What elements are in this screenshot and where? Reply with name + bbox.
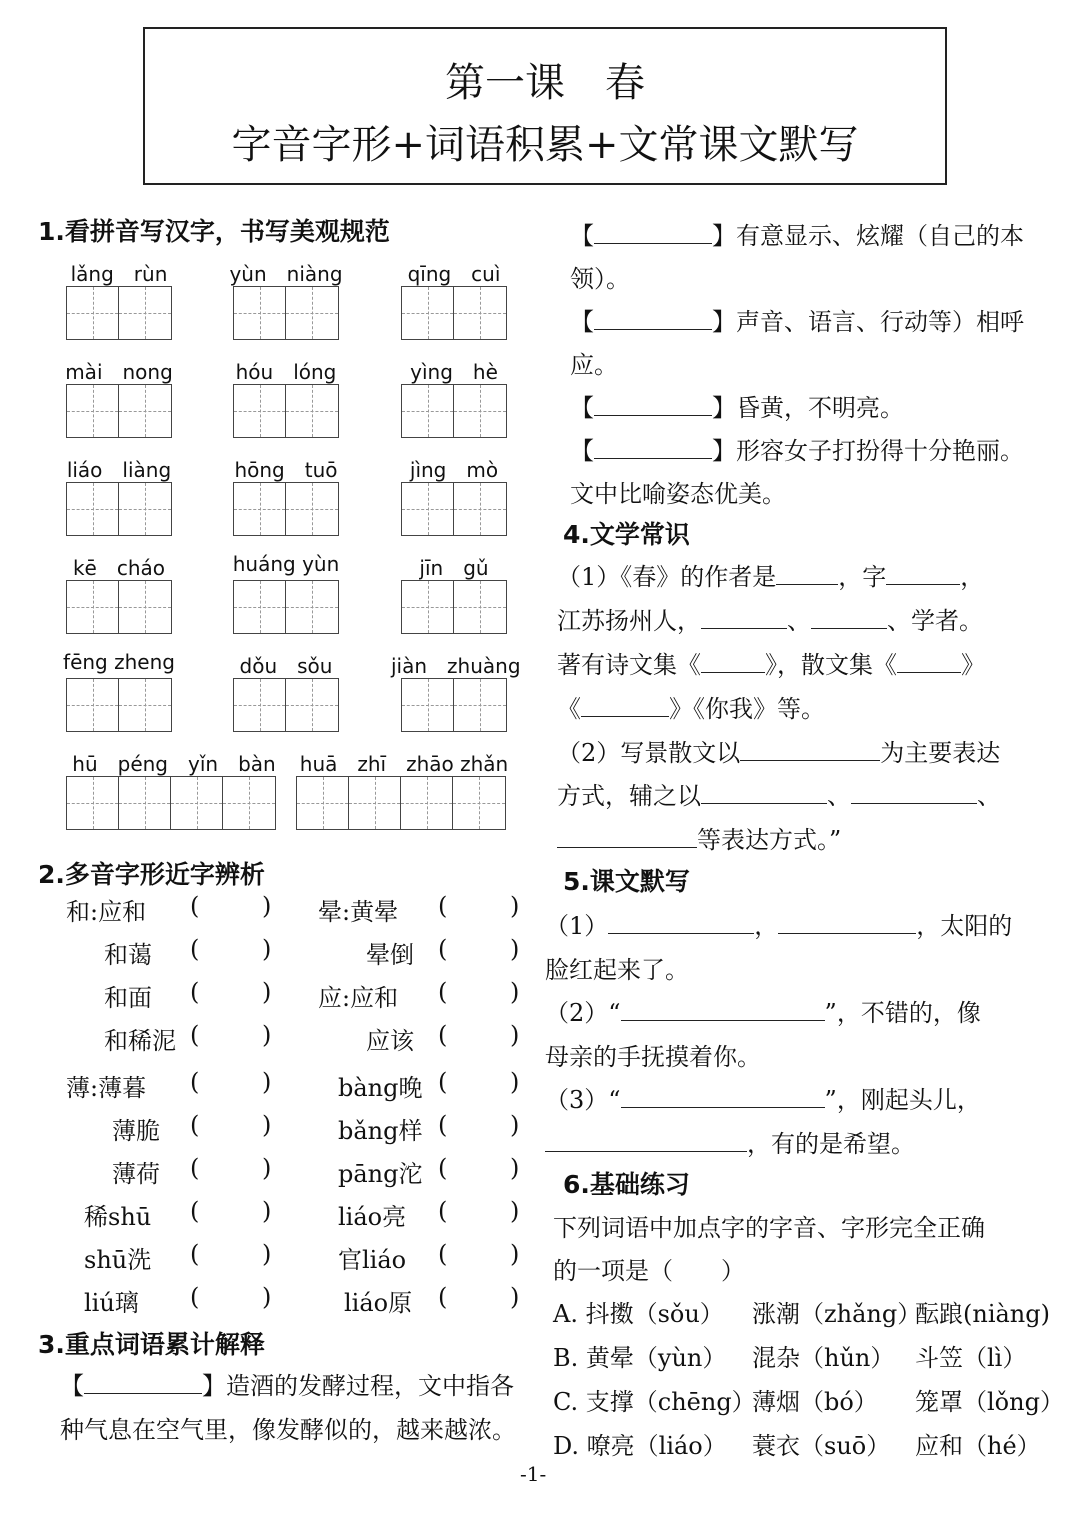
polyphone-item: 稀shū bbox=[84, 1203, 152, 1231]
pinyin-label: mài nong bbox=[65, 360, 173, 384]
literature-line-6: 方式，辅之以 、 、 bbox=[557, 776, 1001, 811]
pinyin-label: jìng mò bbox=[409, 458, 499, 482]
paren-close: ) bbox=[262, 1068, 272, 1096]
paren-open[interactable]: ( bbox=[190, 892, 200, 920]
bracket-open: 【 bbox=[60, 1372, 84, 1400]
answer-blank[interactable] bbox=[545, 1127, 747, 1152]
paren-open[interactable]: ( bbox=[438, 1111, 448, 1139]
term-definition-5: 【 】形容女子打扮得十分艳丽。 bbox=[570, 431, 1024, 466]
exercise-question-cont: 的一项是（ ） bbox=[553, 1257, 745, 1285]
grid-cell[interactable] bbox=[402, 581, 454, 633]
grid-cell[interactable] bbox=[286, 679, 338, 731]
exercise-question: 下列词语中加点字的字音、字形完全正确 bbox=[553, 1214, 985, 1242]
grid-cell[interactable] bbox=[234, 581, 286, 633]
answer-blank[interactable] bbox=[84, 1369, 202, 1394]
writing-grid[interactable] bbox=[66, 286, 172, 340]
pinyin-label: qīng cuì bbox=[407, 262, 501, 286]
paren-open[interactable]: ( bbox=[190, 1240, 200, 1268]
paren-open[interactable]: ( bbox=[190, 1021, 200, 1049]
answer-blank[interactable] bbox=[778, 909, 916, 934]
grid-cell[interactable] bbox=[234, 385, 286, 437]
section1-heading: 1.看拼音写汉字，书写美观规范 bbox=[38, 217, 390, 246]
paren-close: ) bbox=[510, 892, 520, 920]
answer-blank[interactable] bbox=[851, 779, 977, 804]
section5-heading: 5.课文默写 bbox=[563, 867, 690, 896]
polyphone-item: 晕倒 bbox=[366, 941, 414, 969]
term-definition-2: 【 】有意显示、炫耀（自己的本 bbox=[570, 216, 1024, 251]
writing-grid[interactable] bbox=[401, 384, 507, 438]
paren-open[interactable]: ( bbox=[438, 892, 448, 920]
writing-grid[interactable] bbox=[233, 482, 339, 536]
answer-blank[interactable] bbox=[701, 779, 827, 804]
paren-open[interactable]: ( bbox=[190, 1197, 200, 1225]
writing-grid[interactable] bbox=[233, 384, 339, 438]
recitation-line-2: 脸红起来了。 bbox=[545, 956, 689, 984]
section2-heading: 2.多音字形近字辨析 bbox=[38, 860, 265, 889]
grid-cell[interactable] bbox=[349, 777, 401, 829]
grid-cell[interactable] bbox=[67, 581, 119, 633]
writing-grid[interactable] bbox=[401, 286, 507, 340]
writing-grid[interactable] bbox=[401, 580, 507, 634]
grid-cell[interactable] bbox=[67, 679, 119, 731]
writing-grid[interactable] bbox=[66, 482, 172, 536]
recitation-line-3: （2）“ ”，不错的，像 bbox=[545, 993, 981, 1028]
grid-cell[interactable] bbox=[171, 777, 223, 829]
option-term: 蓑衣（suō） bbox=[752, 1432, 891, 1460]
grid-cell[interactable] bbox=[286, 287, 338, 339]
polyphone-item: liáo亮 bbox=[338, 1203, 407, 1231]
polyphone-item: bàng晚 bbox=[338, 1074, 423, 1102]
answer-blank[interactable] bbox=[557, 823, 697, 848]
answer-blank[interactable] bbox=[594, 391, 712, 416]
paren-open[interactable]: ( bbox=[190, 1111, 200, 1139]
option-term: 笼罩（lǒng） bbox=[915, 1388, 1064, 1416]
grid-cell[interactable] bbox=[234, 483, 286, 535]
grid-cell[interactable] bbox=[119, 483, 171, 535]
writing-grid[interactable] bbox=[66, 678, 172, 732]
polyphone-item: 薄荷 bbox=[112, 1160, 160, 1188]
polyphone-item: liú璃 bbox=[84, 1289, 139, 1317]
polyphone-item: bǎng样 bbox=[338, 1117, 423, 1145]
grid-cell[interactable] bbox=[223, 777, 275, 829]
paren-close: ) bbox=[262, 1197, 272, 1225]
literature-line-3: 著有诗文集《 》，散文集《 》 bbox=[557, 645, 985, 680]
grid-cell[interactable] bbox=[402, 679, 454, 731]
worksheet-subtitle: 字音字形+词语积累+文常课文默写 bbox=[231, 122, 859, 168]
paren-close: ) bbox=[510, 1240, 520, 1268]
writing-grid[interactable] bbox=[233, 286, 339, 340]
paren-open[interactable]: ( bbox=[190, 978, 200, 1006]
answer-blank[interactable] bbox=[886, 560, 960, 585]
grid-cell[interactable] bbox=[119, 581, 171, 633]
term-definition-1 bbox=[60, 1366, 514, 1401]
answer-blank[interactable] bbox=[594, 305, 712, 330]
option-label[interactable]: D. 嘹亮（liáo） bbox=[553, 1432, 727, 1460]
writing-grid[interactable] bbox=[66, 580, 172, 634]
paren-close: ) bbox=[510, 1283, 520, 1311]
paren-close: ) bbox=[510, 1068, 520, 1096]
polyphone-item: 晕:黄晕 bbox=[318, 898, 399, 926]
polyphone-item: 应:应和 bbox=[318, 984, 399, 1012]
paren-close: ) bbox=[510, 1154, 520, 1182]
paren-open[interactable]: ( bbox=[190, 935, 200, 963]
option-term: 应和（hé） bbox=[915, 1432, 1041, 1460]
writing-grid[interactable] bbox=[401, 678, 507, 732]
polyphone-item: 官liáo bbox=[338, 1246, 407, 1274]
grid-cell[interactable] bbox=[234, 287, 286, 339]
recitation-line-5: （3）“ ”，刚起头儿， bbox=[545, 1080, 981, 1115]
paren-open[interactable]: ( bbox=[438, 1197, 448, 1225]
pinyin-label: liáo liàng bbox=[66, 458, 172, 482]
paren-close: ) bbox=[510, 1111, 520, 1139]
paren-open[interactable]: ( bbox=[438, 1068, 448, 1096]
recitation-line-1: （1） ， ，太阳的 bbox=[545, 906, 1012, 941]
pinyin-label: lǎng rùn bbox=[70, 262, 168, 286]
answer-blank[interactable] bbox=[740, 736, 880, 761]
lesson-title: 第一课 春 bbox=[445, 60, 645, 106]
option-label[interactable]: B. 黄晕（yùn） bbox=[553, 1344, 727, 1372]
paren-open[interactable]: ( bbox=[438, 935, 448, 963]
writing-grid[interactable] bbox=[401, 482, 507, 536]
paren-close: ) bbox=[262, 1283, 272, 1311]
pinyin-label: kē cháo bbox=[72, 556, 166, 580]
pinyin-label: hōng tuō bbox=[234, 458, 338, 482]
term-definition-5-cont: 文中比喻姿态优美。 bbox=[570, 480, 786, 508]
literature-line-7: 等表达方式。” bbox=[557, 820, 841, 855]
writing-grid[interactable] bbox=[66, 776, 276, 830]
recitation-line-4: 母亲的手抚摸着你。 bbox=[545, 1043, 761, 1071]
paren-close: ) bbox=[510, 935, 520, 963]
option-label[interactable]: C. 支撑（chēng） bbox=[553, 1388, 756, 1416]
grid-cell[interactable] bbox=[454, 385, 506, 437]
literature-line-1: （1）《春》的作者是 ，字 ， bbox=[557, 557, 984, 592]
pinyin-label: huáng yùn bbox=[232, 552, 340, 576]
writing-grid[interactable] bbox=[233, 580, 339, 634]
option-term: 涨潮（zhǎng） bbox=[752, 1300, 922, 1328]
grid-cell[interactable] bbox=[402, 483, 454, 535]
answer-blank[interactable] bbox=[594, 434, 712, 459]
section3-heading: 3.重点词语累计解释 bbox=[38, 1330, 265, 1359]
answer-blank[interactable] bbox=[701, 648, 765, 673]
polyphone-item: shū洗 bbox=[84, 1246, 152, 1274]
pinyin-label: hū péng yǐn bàn bbox=[72, 752, 276, 776]
pinyin-label: dǒu sǒu bbox=[239, 654, 333, 678]
paren-open[interactable]: ( bbox=[190, 1283, 200, 1311]
paren-close: ) bbox=[510, 1197, 520, 1225]
page-number: -1- bbox=[520, 1462, 547, 1486]
paren-open[interactable]: ( bbox=[438, 1021, 448, 1049]
option-label[interactable]: A. 抖擞（sǒu） bbox=[553, 1300, 724, 1328]
writing-grid[interactable] bbox=[296, 776, 506, 830]
term-definition-4: 【 】昏黄，不明亮。 bbox=[570, 388, 904, 423]
grid-cell[interactable] bbox=[402, 385, 454, 437]
term-definition-3-cont: 应。 bbox=[570, 351, 618, 379]
literature-line-2: 江苏扬州人， 、 、学者。 bbox=[557, 601, 983, 636]
paren-open[interactable]: ( bbox=[438, 1240, 448, 1268]
paren-open[interactable]: ( bbox=[438, 978, 448, 1006]
polyphone-item: 和面 bbox=[104, 984, 152, 1012]
paren-open[interactable]: ( bbox=[438, 1154, 448, 1182]
answer-blank[interactable] bbox=[621, 1083, 825, 1108]
literature-line-5: （2）写景散文以 为主要表达 bbox=[557, 733, 1000, 768]
grid-cell[interactable] bbox=[454, 483, 506, 535]
pinyin-label: yùn niàng bbox=[229, 262, 343, 286]
section4-heading: 4.文学常识 bbox=[563, 520, 690, 549]
grid-cell[interactable] bbox=[402, 287, 454, 339]
paren-close: ) bbox=[262, 1240, 272, 1268]
grid-cell[interactable] bbox=[286, 581, 338, 633]
paren-close: ) bbox=[510, 978, 520, 1006]
answer-blank[interactable] bbox=[594, 219, 712, 244]
term-definition-1-cont: 种气息在空气里，像发酵似的，越来越浓。 bbox=[60, 1416, 516, 1444]
pinyin-label: yìng hè bbox=[410, 360, 498, 384]
paren-close: ) bbox=[510, 1021, 520, 1049]
section6-heading: 6.基础练习 bbox=[563, 1170, 690, 1199]
polyphone-item: 应该 bbox=[366, 1027, 414, 1055]
polyphone-item: 和蔼 bbox=[104, 941, 152, 969]
option-term: 混杂（hǔn） bbox=[752, 1344, 895, 1372]
polyphone-item: 薄:薄暮 bbox=[66, 1074, 147, 1102]
paren-close: ) bbox=[262, 1154, 272, 1182]
pinyin-label: jīn gǔ bbox=[419, 556, 489, 580]
grid-cell[interactable] bbox=[454, 679, 506, 731]
polyphone-item: 和稀泥 bbox=[104, 1027, 176, 1055]
paren-close: ) bbox=[262, 1111, 272, 1139]
option-term: 斗笠（lì） bbox=[915, 1344, 1027, 1372]
pinyin-label: jiàn zhuàng bbox=[391, 654, 521, 678]
grid-cell[interactable] bbox=[453, 777, 505, 829]
polyphone-item: pāng沱 bbox=[338, 1160, 423, 1188]
grid-cell[interactable] bbox=[454, 581, 506, 633]
definition-text: 】造酒的发酵过程，文中指各 bbox=[202, 1372, 514, 1400]
grid-cell[interactable] bbox=[401, 777, 453, 829]
term-definition-2-cont: 领）。 bbox=[570, 265, 630, 293]
paren-close: ) bbox=[262, 978, 272, 1006]
grid-cell[interactable] bbox=[67, 483, 119, 535]
writing-grid[interactable] bbox=[66, 384, 172, 438]
answer-blank[interactable] bbox=[811, 604, 887, 629]
recitation-line-6: ，有的是希望。 bbox=[545, 1124, 915, 1159]
answer-blank[interactable] bbox=[621, 996, 825, 1021]
grid-cell[interactable] bbox=[119, 385, 171, 437]
answer-blank[interactable] bbox=[776, 560, 838, 585]
writing-grid[interactable] bbox=[233, 678, 339, 732]
grid-cell[interactable] bbox=[119, 287, 171, 339]
literature-line-4: 《 》《你我》等。 bbox=[557, 689, 825, 724]
grid-cell[interactable] bbox=[119, 777, 171, 829]
polyphone-item: 和:应和 bbox=[66, 898, 147, 926]
pinyin-label: huā zhī zhāo zhǎn bbox=[299, 752, 509, 776]
option-term: 酝踉(niàng) bbox=[915, 1300, 1050, 1328]
paren-open[interactable]: ( bbox=[190, 1154, 200, 1182]
paren-open[interactable]: ( bbox=[438, 1283, 448, 1311]
grid-cell[interactable] bbox=[286, 385, 338, 437]
pinyin-label: hóu lóng bbox=[235, 360, 337, 384]
paren-close: ) bbox=[262, 892, 272, 920]
grid-cell[interactable] bbox=[297, 777, 349, 829]
grid-cell[interactable] bbox=[67, 385, 119, 437]
answer-blank[interactable] bbox=[581, 692, 669, 717]
pinyin-label: fēng zheng bbox=[63, 650, 175, 674]
paren-open[interactable]: ( bbox=[190, 1068, 200, 1096]
grid-cell[interactable] bbox=[119, 679, 171, 731]
title-box bbox=[143, 27, 947, 185]
answer-blank[interactable] bbox=[701, 604, 787, 629]
grid-cell[interactable] bbox=[67, 777, 119, 829]
answer-blank[interactable] bbox=[608, 909, 754, 934]
grid-cell[interactable] bbox=[67, 287, 119, 339]
polyphone-item: 薄脆 bbox=[112, 1117, 160, 1145]
polyphone-item: liáo原 bbox=[344, 1289, 413, 1317]
grid-cell[interactable] bbox=[454, 287, 506, 339]
paren-close: ) bbox=[262, 935, 272, 963]
answer-blank[interactable] bbox=[897, 648, 961, 673]
grid-cell[interactable] bbox=[234, 679, 286, 731]
paren-close: ) bbox=[262, 1021, 272, 1049]
option-term: 薄烟（bó） bbox=[752, 1388, 878, 1416]
grid-cell[interactable] bbox=[286, 483, 338, 535]
term-definition-3: 【 】声音、语言、行动等）相呼 bbox=[570, 302, 1024, 337]
